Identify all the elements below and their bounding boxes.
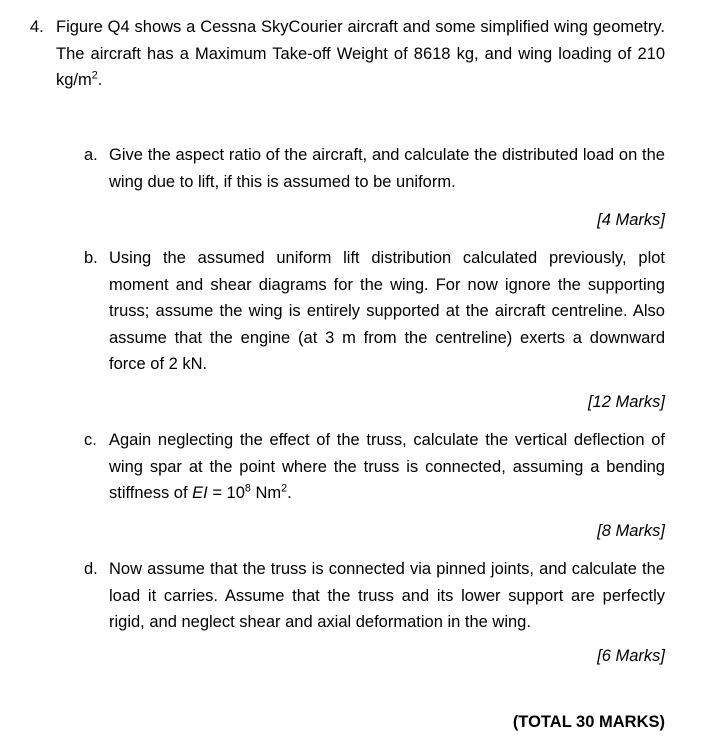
part-c-ei: EI <box>192 484 208 502</box>
question-text <box>56 14 665 94</box>
part-a-text: Give the aspect ratio of the aircraft, and calculate the distributed load on the wing due to lift, if this is assumed to be uniform. <box>109 146 665 191</box>
part-a-marks: [4 Marks] <box>597 211 665 229</box>
part-d-marks: [6 Marks] <box>597 647 665 665</box>
part-c-exponent: 8 <box>244 482 251 495</box>
question-text-superscript: 2 <box>91 69 98 82</box>
part-c-equals: = 10 <box>207 484 245 502</box>
question-number: 4. <box>30 18 44 36</box>
part-c-unit-superscript: 2 <box>281 482 288 495</box>
part-d-letter: d. <box>84 560 98 578</box>
question-text-end: . <box>97 71 103 89</box>
part-b-letter: b. <box>84 249 98 267</box>
part-b-text: Using the assumed uniform lift distribution calculated previously, plot moment and shear diagrams for the wing. For now ignore the supporting truss; assume the wing is entirely supported at the aircraft centreline. Also assume that the engine (at 3 m from the centreline) exerts a downward force of 2 kN. <box>109 249 665 373</box>
part-c-letter: c. <box>84 431 97 449</box>
part-b-marks: [12 Marks] <box>587 393 665 411</box>
part-d-text: Now assume that the truss is connected via pinned joints, and calculate the load it carries. Assume that the truss and its lower support are perfectly rigid, and neglect shear and axial deformation in the wing. <box>109 560 665 631</box>
question-text-body: Figure Q4 shows a Cessna SkyCourier aircraft and some simplified wing geometry. The aircraft has a Maximum Take-off Weight of 8618 kg, and wing loading of 210 kg/m <box>56 18 665 89</box>
part-c-text-end: . <box>287 484 292 502</box>
part-c-text-body: Again neglecting the effect of the truss, calculate the vertical deflection of wing spar at the point where the truss is connected, assuming a bending stiffness of <box>109 431 665 502</box>
part-a-letter: a. <box>84 146 98 164</box>
part-c-marks: [8 Marks] <box>597 522 665 540</box>
part-c-text <box>109 427 665 507</box>
total-marks: (TOTAL 30 MARKS) <box>512 713 665 731</box>
part-c-unit: Nm <box>250 484 282 502</box>
